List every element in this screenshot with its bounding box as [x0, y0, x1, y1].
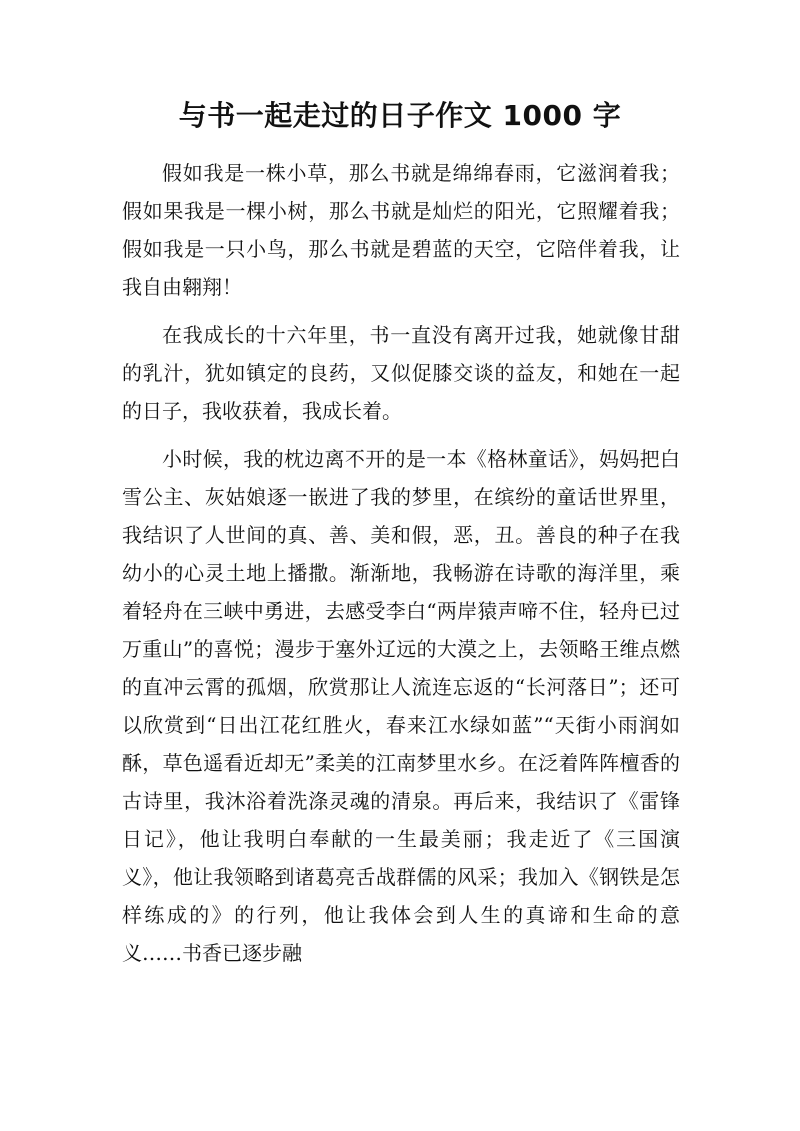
paragraph: 小时候，我的枕边离不开的是一本《格林童话》，妈妈把白雪公主、灰姑娘逐一嵌进了我的梦里，在缤纷的童话世界里，我结识了人世间的真、善、美和假，恶，丑。善良的种子在我幼小的心灵土地上播撒。渐渐地，我畅游在诗歌的海洋里，乘着轻舟在三峡中勇进，去感受李白“两岸猿声啼不住，轻舟已过万重山”的喜悦；漫步于塞外辽远的大漠之上，去领略王维点燃的直冲云霄的孤烟，欣赏那让人流连忘返的“长河落日”；还可以欣赏到“日出江花红胜火，春来江水绿如蓝”“天街小雨润如酥，草色遥看近却无”柔美的江南梦里水乡。在泛着阵阵檀香的古诗里，我沐浴着洗涤灵魂的清泉。再后来，我结识了《雷锋日记》，他让我明白奉献的一生最美丽；我走近了《三国演义》，他让我领略到诸葛亮舌战群儒的风采；我加入《钢铁是怎样练成的》的行列，他让我体会到人生的真谛和生命的意义……书香已逐步融: [122, 447, 680, 965]
paragraph: 在我成长的十六年里，书一直没有离开过我，她就像甘甜的乳汁，犹如镇定的良药，又似促膝交谈的益友，和她在一起的日子，我收获着，我成长着。: [122, 323, 680, 423]
document-body: [122, 154, 680, 972]
paragraph: 假如我是一株小草，那么书就是绵绵春雨，它滋润着我；假如果我是一棵小树，那么书就是灿烂的阳光，它照耀着我；假如我是一只小鸟，那么书就是碧蓝的天空，它陪伴着我，让我自由翱翔！: [122, 161, 680, 299]
document-title: 与书一起走过的日子作文 1000 字: [178, 99, 622, 132]
